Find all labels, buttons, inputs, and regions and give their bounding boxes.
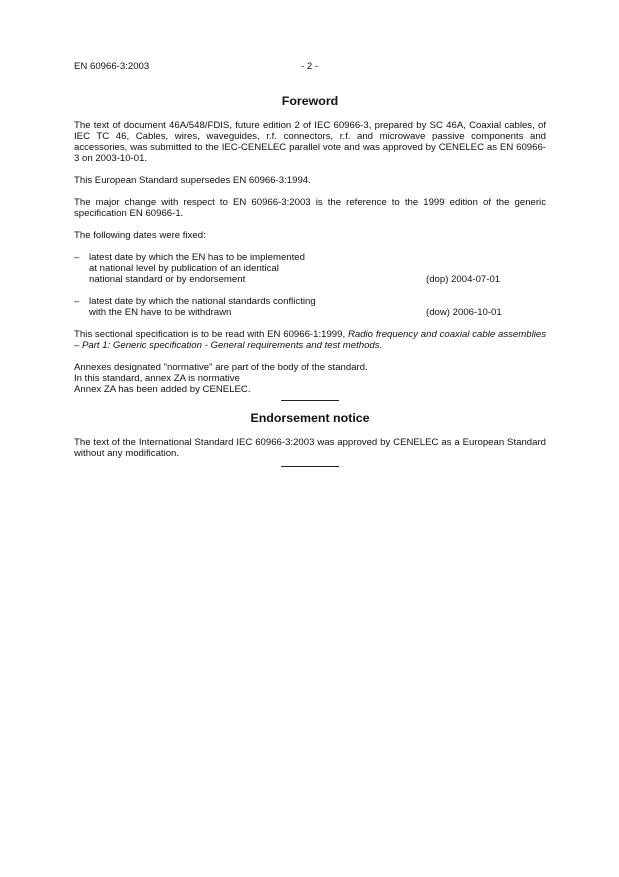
list-dash: – <box>74 296 80 307</box>
list-dash: – <box>74 252 80 263</box>
dates-list <box>74 252 546 318</box>
date-item-dop <box>74 252 546 285</box>
endorsement-paragraph: The text of the International Standard IEC 60966-3:2003 was approved by CENELEC as a European Standard without any modification. <box>74 437 546 459</box>
date-item-code: (dop) 2004-07-01 <box>426 274 501 285</box>
date-item-line: latest date by which the national standards conflicting <box>89 296 316 307</box>
annex-line: In this standard, annex ZA is normative <box>74 373 240 384</box>
date-item-line: with the EN have to be withdrawn <box>89 307 232 318</box>
date-item-text <box>89 252 389 285</box>
section-divider <box>281 400 339 401</box>
section-divider <box>281 466 339 467</box>
page-content <box>74 94 546 467</box>
reference-italic-title: Radio frequency and coaxial cable assemblies – Part 1: Generic specification - General requirements and test methods. <box>74 329 546 351</box>
annex-line: Annexes designated "normative" are part of the body of the standard. <box>74 362 368 373</box>
foreword-title: Foreword <box>281 94 339 108</box>
annex-block <box>74 362 546 395</box>
foreword-paragraph-5 <box>74 329 546 351</box>
date-item-text <box>89 296 389 318</box>
foreword-paragraph-4: The following dates were fixed: <box>74 230 206 241</box>
date-item-dow <box>74 296 546 318</box>
foreword-paragraph-2: This European Standard supersedes EN 60966-3:1994. <box>74 175 311 186</box>
foreword-paragraph-3: The major change with respect to EN 60966-3:2003 is the reference to the 1999 edition of the generic specification EN 60966-1. <box>74 197 546 219</box>
reference-plain-text: This sectional specification is to be read with EN 60966-1:1999, <box>74 329 348 340</box>
date-item-line: national standard or by endorsement <box>89 274 246 285</box>
foreword-paragraph-1: The text of document 46A/548/FDIS, future edition 2 of IEC 60966-3, prepared by SC 46A, Coaxial cables, of IEC TC 46, Cables, wires, waveguides, r.f. connectors, r.f. and microwave passive components and accessories, was submitted to the IEC-CENELEC parallel vote and was approved by CENELEC as EN 60966-3 on 2003-10-01. <box>74 120 546 164</box>
header-doc-id: EN 60966-3:2003 <box>74 61 150 72</box>
header-page-number: - 2 - <box>300 61 319 72</box>
annex-line: Annex ZA has been added by CENELEC. <box>74 384 251 395</box>
date-item-code: (dow) 2006-10-01 <box>426 307 502 318</box>
date-item-line: latest date by which the EN has to be implemented <box>89 252 305 263</box>
endorsement-title: Endorsement notice <box>250 411 370 425</box>
date-item-line: at national level by publication of an identical <box>89 263 279 274</box>
